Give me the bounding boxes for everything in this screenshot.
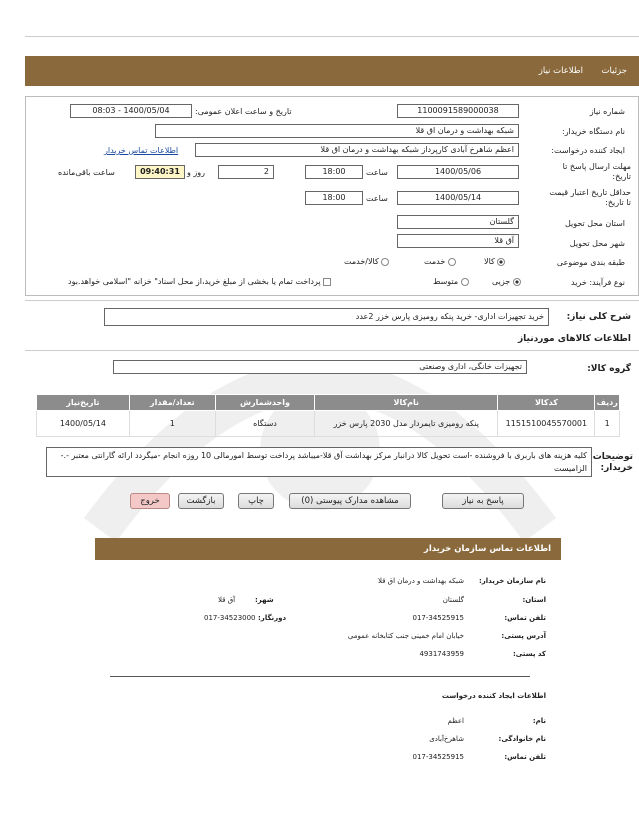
- creator-info-title: اطلاعات ایجاد کننده درخواست: [441, 692, 546, 700]
- attachments-button[interactable]: مشاهده مدارک پیوستی (0): [289, 493, 411, 509]
- need-number-label: شماره نیاز: [589, 107, 625, 116]
- contact-title: اطلاعات تماس سازمان خریدار: [423, 544, 551, 554]
- cell-code: 1151510045570001: [498, 411, 595, 437]
- cell-name: پنکه رومیزی تایمردار مدل 2030 پارس خزر: [315, 411, 498, 437]
- name-label: نام:: [532, 717, 546, 725]
- category-label: طبقه بندی موضوعی: [556, 258, 625, 267]
- announce-label: تاریخ و ساعت اعلان عمومی:: [195, 107, 292, 116]
- col-date: تاریخ‌نیاز: [37, 395, 130, 411]
- cell-row: 1: [595, 411, 620, 437]
- days-field: 2: [218, 165, 274, 179]
- group-field: تجهیزات خانگی، اداری وصنعتی: [113, 360, 527, 374]
- radio-partial[interactable]: [513, 278, 521, 286]
- postal-label: کد پستی:: [512, 650, 546, 658]
- radio-goods[interactable]: [497, 258, 505, 266]
- org-label: نام سازمان خریدار:: [478, 577, 546, 585]
- category-goods-service-option[interactable]: کالا/خدمت: [344, 257, 389, 266]
- contact-divider: [110, 676, 530, 677]
- cell-qty: 1: [129, 411, 215, 437]
- remaining-time-field: 09:40:31: [135, 165, 185, 179]
- org-value: شبکه بهداشت و درمان اق قلا: [377, 577, 464, 585]
- province-c-value: گلستان: [442, 596, 464, 604]
- family-value: شاهرخ‌آبادی: [429, 735, 464, 743]
- phone-value: 017-34525915: [412, 614, 464, 622]
- tab-need-info[interactable]: اطلاعات نیاز: [538, 66, 583, 76]
- summary-field: خرید تجهیزات اداری- خرید پنکه رومیزی پارس خزر 2عدد: [104, 308, 549, 326]
- tab-details[interactable]: جزئیات: [601, 66, 627, 76]
- validity-time-field: 18:00: [305, 191, 363, 205]
- back-button[interactable]: بازگشت: [178, 493, 224, 509]
- fax-value: 017-34523000: [204, 614, 256, 622]
- creator-field: اعظم شاهرخ آبادی کارپرداز شبکه بهداشت و درمان اق قلا: [195, 143, 519, 157]
- radio-goods-service[interactable]: [381, 258, 389, 266]
- table-row: [37, 411, 620, 437]
- radio-service[interactable]: [448, 258, 456, 266]
- deadline-date-field: 1400/05/06: [397, 165, 519, 179]
- buyer-notes-field: کلیه هزینه های باربری با فروشنده -است تحویل کالا درانبار مرکز بهداشت آق قلا-میباشد پرداخت توسط امورمالی 10 روزه انجام -میگردد ارائه گارانتی معتبر -.-الزامیست: [46, 447, 592, 477]
- city-label: شهر محل تحویل: [569, 239, 625, 248]
- fax-label: دورنگار:: [258, 614, 287, 622]
- province-label: استان محل تحویل: [564, 219, 625, 228]
- city-field: آق قلا: [397, 234, 519, 248]
- proc-partial-option[interactable]: جزیی: [492, 277, 521, 286]
- creator-phone-value: 017-34525915: [412, 753, 464, 761]
- col-qty: تعداد/مقدار: [129, 395, 215, 411]
- header-bar: [25, 56, 639, 86]
- need-number-field: 1100091589000038: [397, 104, 519, 118]
- buyer-notes-label: توضیحات خریدار:: [592, 452, 633, 473]
- deadline-time-label: ساعت: [366, 168, 388, 177]
- buyer-field: شبکه بهداشت و درمان اق قلا: [155, 124, 519, 138]
- contact-title-bar: [95, 538, 561, 560]
- validity-date-field: 1400/05/14: [397, 191, 519, 205]
- proc-medium-option[interactable]: متوسط: [433, 277, 469, 286]
- radio-medium[interactable]: [461, 278, 469, 286]
- summary-label: شرح کلی نیاز:: [566, 312, 631, 322]
- buyer-label: نام دستگاه خریدار:: [562, 127, 625, 136]
- family-label: نام خانوادگی:: [498, 735, 546, 743]
- validity-time-label: ساعت: [366, 194, 388, 203]
- summary-divider: [25, 300, 639, 301]
- province-c-label: استان:: [522, 596, 546, 604]
- address-label: آدرس پستی:: [501, 632, 546, 640]
- city-c-value: آق قلا: [218, 596, 236, 604]
- phone-label: تلفن تماس:: [504, 614, 546, 622]
- category-service-option[interactable]: خدمت: [424, 257, 456, 266]
- buyer-contact-link[interactable]: اطلاعات تماس خریدار: [104, 146, 179, 155]
- creator-label: ایجاد کننده درخواست:: [551, 146, 625, 155]
- city-c-label: شهر:: [255, 596, 274, 604]
- deadline-label: مهلت ارسال پاسخ تا تاریخ:: [562, 162, 631, 181]
- col-code: کدکالا: [498, 395, 595, 411]
- exit-button[interactable]: خروج: [130, 493, 170, 509]
- creator-phone-label: تلفن تماس:: [504, 753, 546, 761]
- province-field: گلستان: [397, 215, 519, 229]
- payment-checkbox[interactable]: [323, 278, 331, 286]
- purchase-type-label: نوع فرآیند: خرید: [571, 278, 625, 287]
- address-value: خیابان امام خمینی جنب کتابخانه عمومی: [347, 632, 464, 640]
- print-button[interactable]: چاپ: [238, 493, 274, 509]
- top-divider: [25, 36, 639, 37]
- cell-date: 1400/05/14: [37, 411, 130, 437]
- validity-label: حداقل تاریخ اعتبار قیمت تا تاریخ:: [549, 188, 631, 207]
- group-label: گروه کالا:: [587, 364, 631, 374]
- col-row: ردیف: [595, 395, 620, 411]
- announce-field: 1400/05/04 - 08:03: [70, 104, 192, 118]
- items-table: [36, 394, 620, 437]
- table-header-row: [37, 395, 620, 411]
- remaining-label: ساعت باقی‌مانده: [58, 168, 115, 177]
- group-divider: [25, 350, 639, 351]
- col-name: نام‌کالا: [315, 395, 498, 411]
- postal-value: 4931743959: [419, 650, 464, 658]
- category-goods-option[interactable]: کالا: [484, 257, 505, 266]
- name-value: اعظم: [447, 717, 464, 725]
- col-unit: واحدشمارش: [215, 395, 314, 411]
- payment-note[interactable]: پرداخت تمام یا بخشی از مبلغ خرید،از محل اسناد" خزانه "اسلامی خواهد.بود: [68, 277, 331, 286]
- reply-button[interactable]: پاسخ به نیاز: [442, 493, 524, 509]
- cell-unit: دستگاه: [215, 411, 314, 437]
- days-label: روز و: [187, 168, 205, 177]
- goods-info-title: اطلاعات کالاهای موردنیاز: [517, 334, 631, 344]
- deadline-time-field: 18:00: [305, 165, 363, 179]
